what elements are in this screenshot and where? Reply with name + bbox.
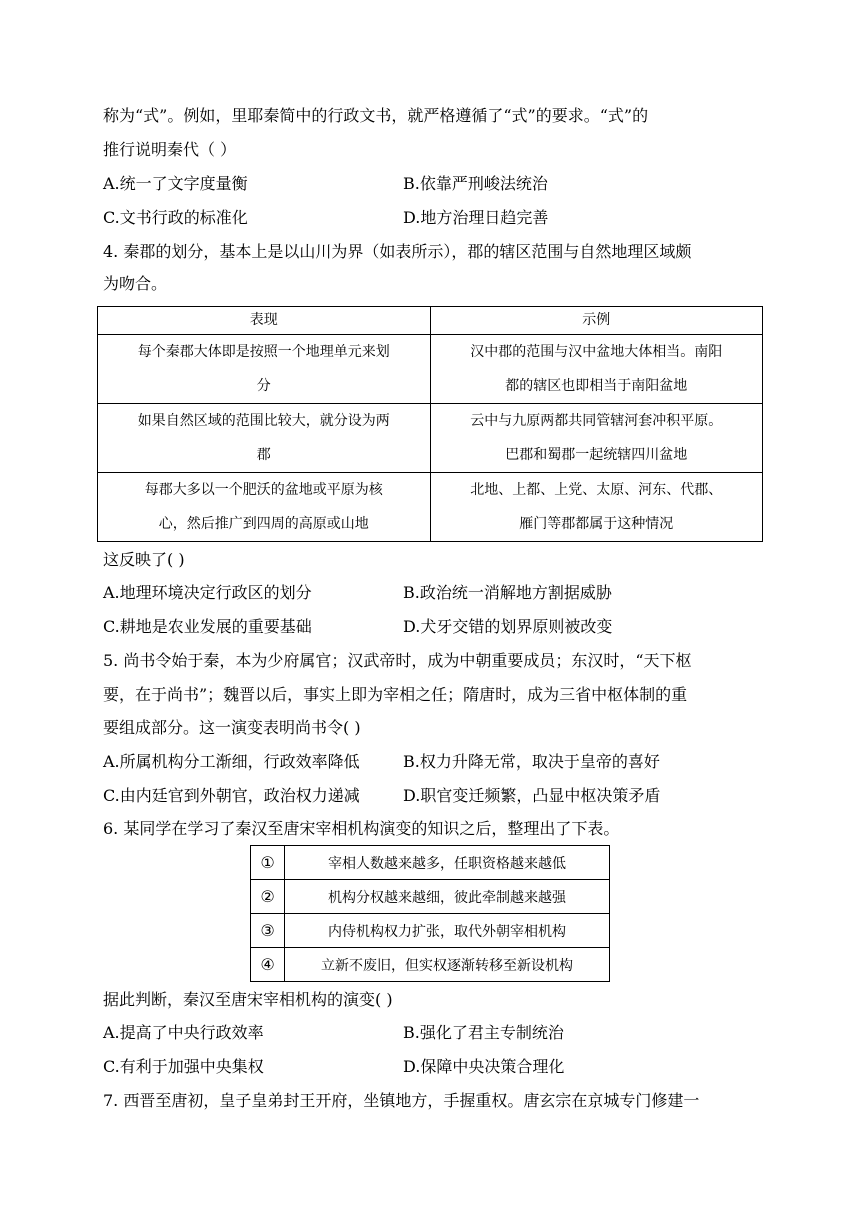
q5-option-b: B.权力升降无常，取决于皇帝的喜好 bbox=[403, 752, 660, 771]
q6-table-text: 立新不废旧，但实权逐渐转移至新设机构 bbox=[285, 948, 610, 982]
cell-line: 郡 bbox=[256, 447, 271, 463]
q4-table-cell bbox=[98, 473, 431, 542]
q3-option-c: C.文书行政的标准化 bbox=[103, 208, 248, 227]
q4-option-c: C.耕地是农业发展的重要基础 bbox=[103, 617, 312, 636]
cell-line: 云中与九原两都共同管辖河套冲积平原。 bbox=[470, 413, 723, 429]
q4-table-cell bbox=[430, 335, 763, 404]
q4-after-text: 这反映了( ) bbox=[103, 550, 185, 569]
q6-table-num: ② bbox=[251, 880, 285, 914]
q6-option-b: B.强化了君主专制统治 bbox=[403, 1023, 564, 1042]
q6-table-text: 宰相人数越来越多，任职资格越来越低 bbox=[285, 846, 610, 880]
cell-line: 如果自然区域的范围比较大，就分设为两 bbox=[137, 413, 390, 429]
q3-text-line-2: 推行说明秦代（ ） bbox=[103, 140, 237, 159]
q6-after-text: 据此判断，秦汉至唐宋宰相机构的演变( ) bbox=[103, 990, 393, 1009]
q6-option-a: A.提高了中央行政效率 bbox=[103, 1023, 264, 1042]
q4-text-line-1: 4. 秦郡的划分，基本上是以山川为界（如表所示），郡的辖区范围与自然地理区域颇 bbox=[103, 242, 692, 261]
q7-text-line-1: 7. 西晋至唐初，皇子皇弟封王开府，坐镇地方，手握重权。唐玄宗在京城专门修建一 bbox=[103, 1091, 700, 1110]
q6-table-num: ③ bbox=[251, 914, 285, 948]
q5-text-line-1: 5. 尚书令始于秦，本为少府属官；汉武帝时，成为中朝重要成员；东汉时，“天下枢 bbox=[103, 651, 692, 670]
q3-text-line-1: 称为“式”。例如，里耶秦简中的行政文书，就严格遵循了“式”的要求。“式”的 bbox=[103, 106, 649, 125]
q4-option-d: D.犬牙交错的划界原则被改变 bbox=[403, 617, 613, 636]
q6-table-num: ① bbox=[251, 846, 285, 880]
q6-table-text: 内侍机构权力扩张，取代外朝宰相机构 bbox=[285, 914, 610, 948]
q6-option-d: D.保障中央决策合理化 bbox=[403, 1057, 565, 1076]
q4-table-cell bbox=[430, 473, 763, 542]
cell-line: 心，然后推广到四周的高原或山地 bbox=[158, 516, 369, 532]
q6-table-text: 机构分权越来越细，彼此牵制越来越强 bbox=[285, 880, 610, 914]
q3-option-d: D.地方治理日趋完善 bbox=[403, 208, 549, 227]
cell-line: 都的辖区也即相当于南阳盆地 bbox=[505, 378, 688, 394]
cell-line: 分 bbox=[256, 378, 271, 394]
q6-text-line-1: 6. 某同学在学习了秦汉至唐宋宰相机构演变的知识之后，整理出了下表。 bbox=[103, 819, 620, 838]
q4-table-header-2: 示例 bbox=[430, 307, 763, 335]
cell-line: 北地、上都、上党、太原、河东、代郡、 bbox=[470, 482, 723, 498]
cell-line: 巴郡和蜀郡一起统辖四川盆地 bbox=[505, 447, 688, 463]
q5-option-a: A.所属机构分工渐细，行政效率降低 bbox=[103, 752, 360, 771]
q4-table bbox=[97, 306, 763, 542]
q6-table-num: ④ bbox=[251, 948, 285, 982]
q4-table-cell bbox=[98, 335, 431, 404]
q4-option-b: B.政治统一消解地方割据威胁 bbox=[403, 583, 612, 602]
q4-table-cell bbox=[98, 404, 431, 473]
q5-option-c: C.由内廷官到外朝官，政治权力递减 bbox=[103, 786, 360, 805]
q4-table-cell bbox=[430, 404, 763, 473]
q3-option-a: A.统一了文字度量衡 bbox=[103, 174, 248, 193]
q6-option-c: C.有利于加强中央集权 bbox=[103, 1057, 264, 1076]
q5-text-line-2: 要，在于尚书”；魏晋以后，事实上即为宰相之任；隋唐时，成为三省中枢体制的重 bbox=[103, 685, 688, 704]
q5-text-line-3: 要组成部分。这一演变表明尚书令( ) bbox=[103, 718, 361, 737]
cell-line: 雁门等郡都属于这种情况 bbox=[519, 516, 674, 532]
cell-line: 每郡大多以一个肥沃的盆地或平原为核 bbox=[144, 482, 383, 498]
q3-option-b: B.依靠严刑峻法统治 bbox=[403, 174, 548, 193]
cell-line: 每个秦郡大体即是按照一个地理单元来划 bbox=[137, 344, 390, 360]
q4-table-header-1: 表现 bbox=[98, 307, 431, 335]
q6-table bbox=[250, 845, 610, 982]
q4-text-line-2: 为吻合。 bbox=[103, 274, 168, 293]
q4-option-a: A.地理环境决定行政区的划分 bbox=[103, 583, 312, 602]
cell-line: 汉中郡的范围与汉中盆地大体相当。南阳 bbox=[470, 344, 723, 360]
q5-option-d: D.职官变迁频繁，凸显中枢决策矛盾 bbox=[403, 786, 661, 805]
